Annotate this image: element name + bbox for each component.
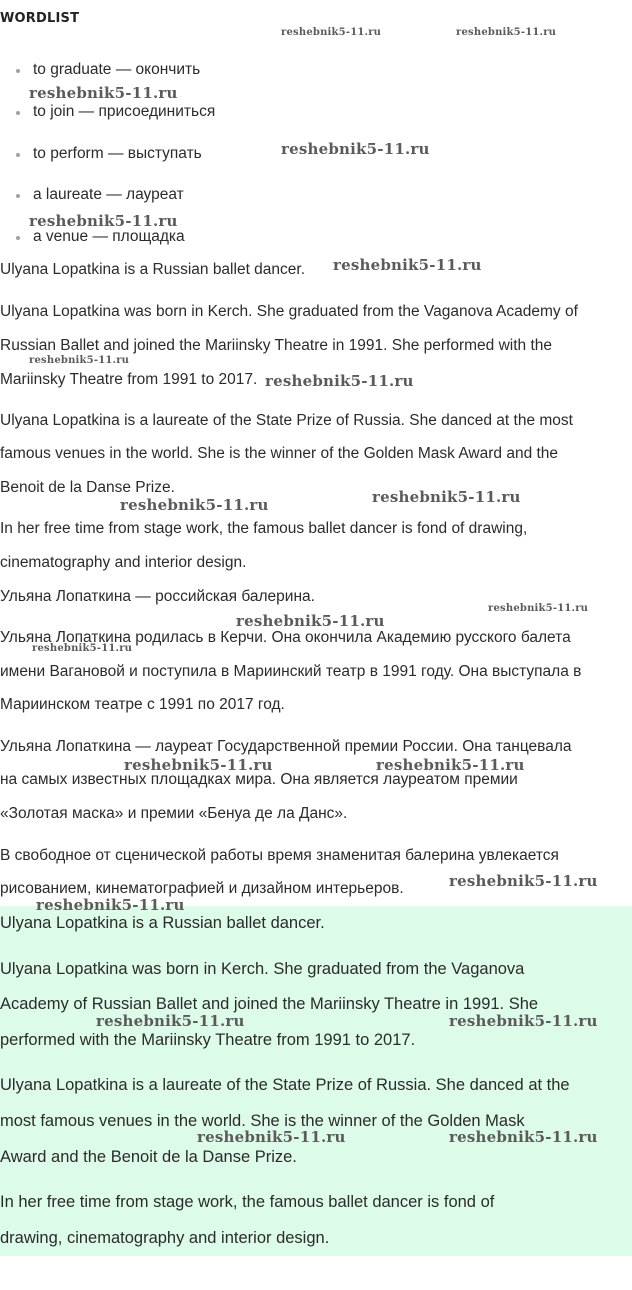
watermark: reshebnik5-11.ru (29, 355, 130, 366)
wordlist-item: to graduate — окончить (33, 61, 201, 78)
text-line: Мариинском театре с 1991 по 2017 год. (0, 696, 285, 713)
text-line: имени Вагановой и поступила в Мариинский театр в 1991 году. Она выступала в (0, 663, 582, 680)
watermark: reshebnik5-11.ru (449, 872, 598, 890)
text-line: В свободное от сценической работы время знаменитая балерина увлекается (0, 847, 559, 864)
text-line: Academy of Russian Ballet and joined the Mariinsky Theatre in 1991. She (0, 995, 539, 1013)
watermark: reshebnik5-11.ru (449, 1128, 598, 1146)
text-line: Ulyana Lopatkina is a Russian ballet dancer. (0, 261, 306, 278)
watermark: reshebnik5-11.ru (120, 496, 269, 514)
watermark: reshebnik5-11.ru (449, 1012, 598, 1030)
wordlist-item: to join — присоединиться (33, 103, 216, 120)
watermark: reshebnik5-11.ru (265, 372, 414, 390)
wordlist-heading: WORDLIST (0, 11, 80, 26)
text-line: famous venues in the world. She is the winner of the Golden Mask Award and the (0, 445, 559, 462)
watermark: reshebnik5-11.ru (197, 1128, 346, 1146)
watermark: reshebnik5-11.ru (36, 896, 185, 914)
text-line: на самых известных площадках мира. Она является лауреатом премии (0, 771, 518, 788)
watermark: reshebnik5-11.ru (456, 27, 557, 38)
text-line: рисованием, кинематографией и дизайном интерьеров. (0, 880, 404, 897)
text-line: Ulyana Lopatkina is a Russian ballet dancer. (0, 914, 325, 932)
text-line: cinematography and interior design. (0, 554, 247, 571)
wordlist-item: a venue — площадка (33, 228, 185, 245)
watermark: reshebnik5-11.ru (96, 1012, 245, 1030)
text-line: drawing, cinematography and interior design. (0, 1229, 330, 1247)
text-line: «Золотая маска» и премии «Бенуа де ла Данс». (0, 805, 348, 822)
highlight-block (0, 906, 632, 1256)
text-line: Ulyana Lopatkina was born in Kerch. She graduated from the Vaganova Academy of (0, 303, 578, 320)
text-line: In her free time from stage work, the famous ballet dancer is fond of (0, 1193, 495, 1211)
watermark: reshebnik5-11.ru (281, 27, 382, 38)
wordlist-item: to perform — выступать (33, 145, 202, 162)
watermark: reshebnik5-11.ru (372, 488, 521, 506)
watermark: reshebnik5-11.ru (29, 84, 178, 102)
watermark: reshebnik5-11.ru (376, 756, 525, 774)
watermark: reshebnik5-11.ru (333, 256, 482, 274)
watermark: reshebnik5-11.ru (124, 756, 273, 774)
watermark: reshebnik5-11.ru (236, 612, 385, 630)
text-line: Ulyana Lopatkina is a laureate of the State Prize of Russia. She danced at the (0, 1076, 570, 1094)
text-line: Benoit de la Danse Prize. (0, 479, 175, 496)
watermark: reshebnik5-11.ru (29, 212, 178, 230)
text-line: performed with the Mariinsky Theatre from 1991 to 2017. (0, 1031, 416, 1049)
text-line: Ulyana Lopatkina was born in Kerch. She graduated from the Vaganova (0, 960, 525, 978)
wordlist-item: a laureate — лауреат (33, 186, 184, 203)
text-line: Ulyana Lopatkina is a laureate of the State Prize of Russia. She danced at the most (0, 412, 573, 429)
text-line: Ульяна Лопаткина родилась в Керчи. Она окончила Академию русского балета (0, 629, 571, 646)
text-line: In her free time from stage work, the famous ballet dancer is fond of drawing, (0, 520, 528, 537)
text-line: most famous venues in the world. She is the winner of the Golden Mask (0, 1112, 525, 1130)
watermark: reshebnik5-11.ru (281, 140, 430, 158)
watermark: reshebnik5-11.ru (488, 603, 589, 614)
text-line: Mariinsky Theatre from 1991 to 2017. (0, 371, 258, 388)
text-line: Russian Ballet and joined the Mariinsky Theatre in 1991. She performed with the (0, 337, 552, 354)
text-line: Ульяна Лопаткина — российская балерина. (0, 588, 315, 605)
text-line: Award and the Benoit de la Danse Prize. (0, 1148, 297, 1166)
text-line: Ульяна Лопаткина — лауреат Государственной премии России. Она танцевала (0, 738, 572, 755)
watermark: reshebnik5-11.ru (32, 643, 133, 654)
